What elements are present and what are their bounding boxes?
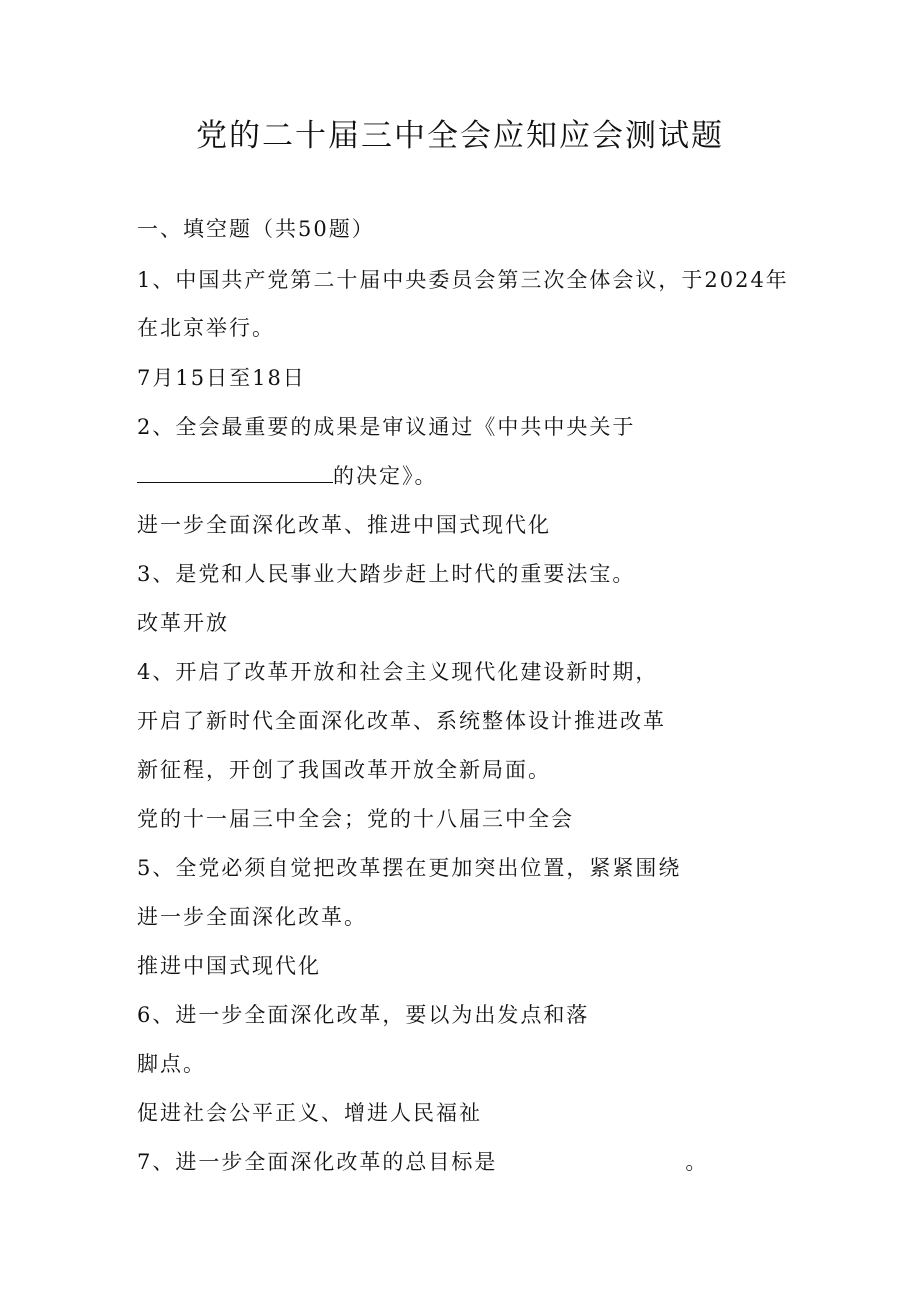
section-heading: 一、填空题（共50题） <box>137 217 375 241</box>
question-2-line-2 <box>137 461 438 491</box>
question-5-line-1: 5、全党必须自觉把改革摆在更加突出位置，紧紧围绕 <box>137 856 682 880</box>
question-2-line-1: 2、全会最重要的成果是审议通过《中共中央关于 <box>137 415 636 439</box>
question-1-line-2: 在北京举行。 <box>137 316 275 340</box>
question-1-line-1: 1、中国共产党第二十届中央委员会第三次全体会议，于2024年 <box>137 268 789 292</box>
question-3-line-1: 3、是党和人民事业大踏步赶上时代的重要法宝。 <box>137 562 636 586</box>
answer-blank <box>137 462 333 483</box>
question-6-answer: 促进社会公平正义、增进人民福祉 <box>137 1101 482 1125</box>
question-6-line-1: 6、进一步全面深化改革，要以为出发点和落 <box>137 1003 590 1027</box>
question-4-line-3: 新征程，开创了我国改革开放全新局面。 <box>137 758 551 782</box>
question-2-line-2-suffix: 的决定》。 <box>333 464 438 488</box>
document-title: 党的二十届三中全会应知应会测试题 <box>196 118 724 154</box>
question-7-text: 7、进一步全面深化改革的总目标是 <box>137 1150 498 1174</box>
question-5-line-2: 进一步全面深化改革。 <box>137 905 367 929</box>
question-2-answer: 进一步全面深化改革、推进中国式现代化 <box>137 513 551 537</box>
question-3-answer: 改革开放 <box>137 611 229 635</box>
question-7-line-1 <box>137 1147 708 1177</box>
question-4-answer: 党的十一届三中全会；党的十八届三中全会 <box>137 807 574 831</box>
question-7-end: 。 <box>685 1150 709 1174</box>
question-4-line-2: 开启了新时代全面深化改革、系统整体设计推进改革 <box>137 709 666 733</box>
question-1-answer: 7月15日至18日 <box>137 366 306 390</box>
question-6-line-2: 脚点。 <box>137 1052 206 1076</box>
question-4-line-1: 4、开启了改革开放和社会主义现代化建设新时期， <box>137 660 659 684</box>
question-5-answer: 推进中国式现代化 <box>137 954 321 978</box>
